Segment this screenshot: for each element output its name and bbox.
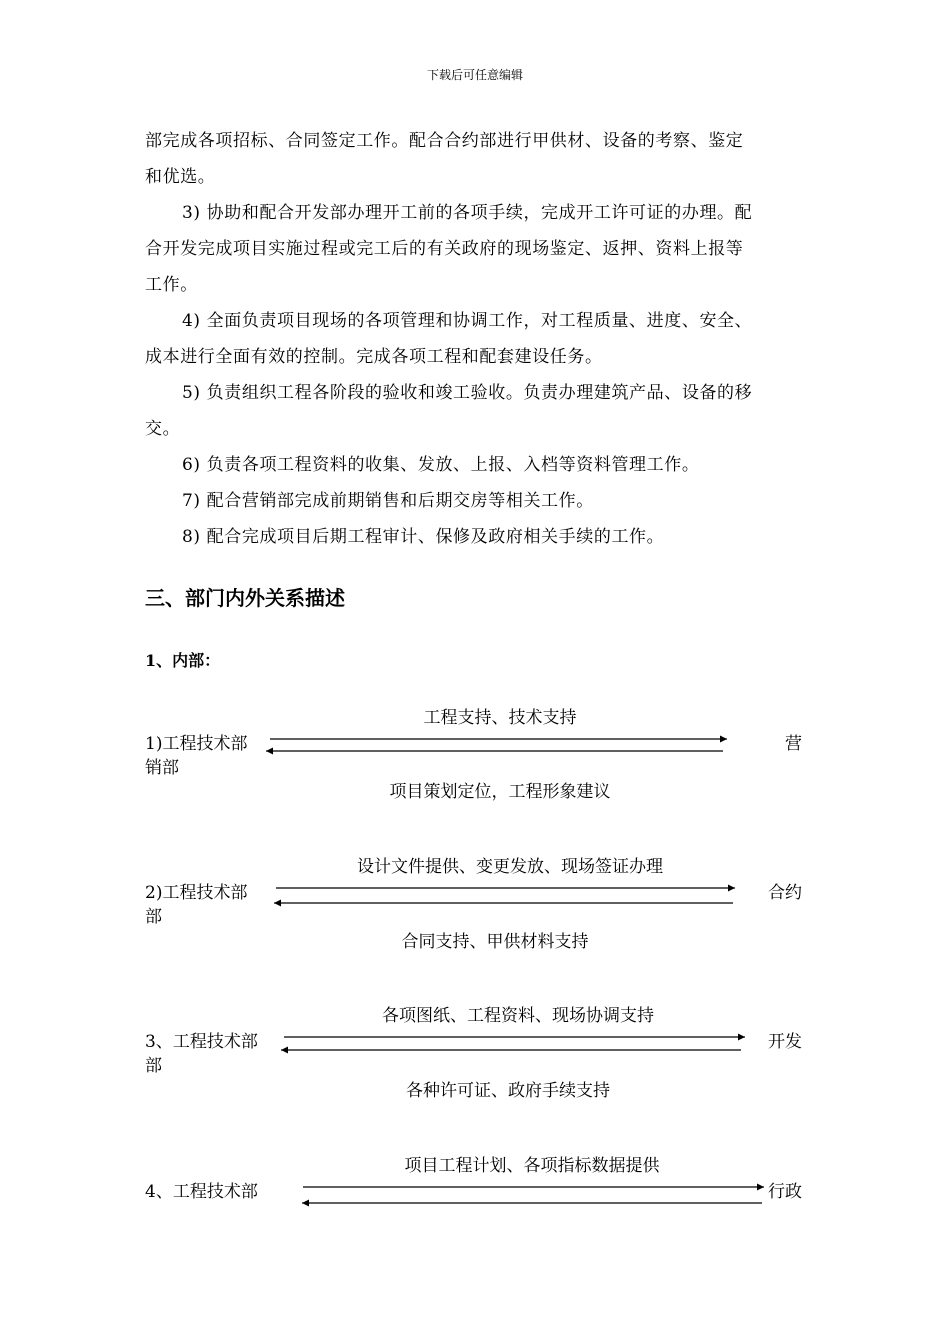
relation-left-dept: 3、工程技术部 bbox=[145, 1032, 258, 1052]
page-header: 下载后可任意编辑 bbox=[426, 68, 523, 82]
paragraph-line: 5) 负责组织工程各阶段的验收和竣工验收。负责办理建筑产品、设备的移 bbox=[182, 383, 753, 403]
relation-top-label: 工程支持、技术支持 bbox=[423, 708, 577, 728]
relation-left-dept: 1)工程技术部 bbox=[145, 734, 248, 754]
relation-top-label: 项目工程计划、各项指标数据提供 bbox=[404, 1156, 660, 1176]
subsection-title: 1、内部： bbox=[145, 651, 221, 670]
paragraph-line: 成本进行全面有效的控制。完成各项工程和配套建设任务。 bbox=[145, 347, 603, 367]
paragraph-line: 4) 全面负责项目现场的各项管理和协调工作，对工程质量、进度、安全、 bbox=[182, 311, 753, 331]
relation-right-dept-wrap: 销部 bbox=[145, 758, 179, 778]
paragraph-line: 和优选。 bbox=[145, 167, 216, 187]
relation-bottom-label: 项目策划定位，工程形象建议 bbox=[389, 782, 611, 802]
relation-top-label: 各项图纸、工程资料、现场协调支持 bbox=[382, 1006, 654, 1026]
relation-bottom-label: 各种许可证、政府手续支持 bbox=[406, 1081, 610, 1101]
relation-top-label: 设计文件提供、变更发放、现场签证办理 bbox=[357, 857, 663, 877]
relation-right-dept: 营 bbox=[785, 734, 802, 754]
paragraph-line: 工作。 bbox=[145, 275, 198, 295]
paragraph-line: 合开发完成项目实施过程或完工后的有关政府的现场鉴定、返押、资料上报等 bbox=[145, 239, 744, 259]
relation-right-dept: 开发 bbox=[768, 1032, 802, 1052]
paragraph-line: 3) 协助和配合开发部办理开工前的各项手续，完成开工许可证的办理。配 bbox=[182, 203, 753, 223]
relation-right-dept-wrap: 部 bbox=[145, 1056, 162, 1076]
paragraph-line: 6) 负责各项工程资料的收集、发放、上报、入档等资料管理工作。 bbox=[182, 455, 700, 475]
paragraph-line: 8) 配合完成项目后期工程审计、保修及政府相关手续的工作。 bbox=[182, 527, 665, 547]
relation-left-dept: 4、工程技术部 bbox=[145, 1182, 258, 1202]
paragraph-line: 7) 配合营销部完成前期销售和后期交房等相关工作。 bbox=[182, 491, 594, 511]
paragraph-line: 部完成各项招标、合同签定工作。配合合约部进行甲供材、设备的考察、鉴定 bbox=[145, 131, 744, 151]
relation-right-dept: 行政 bbox=[768, 1182, 802, 1202]
relation-bottom-label: 合同支持、甲供材料支持 bbox=[401, 932, 589, 952]
relation-right-dept-wrap: 部 bbox=[145, 907, 162, 927]
relation-right-dept: 合约 bbox=[768, 883, 802, 903]
section-title: 三、部门内外关系描述 bbox=[145, 586, 345, 610]
paragraph-line: 交。 bbox=[145, 419, 181, 439]
relation-left-dept: 2)工程技术部 bbox=[145, 883, 248, 903]
